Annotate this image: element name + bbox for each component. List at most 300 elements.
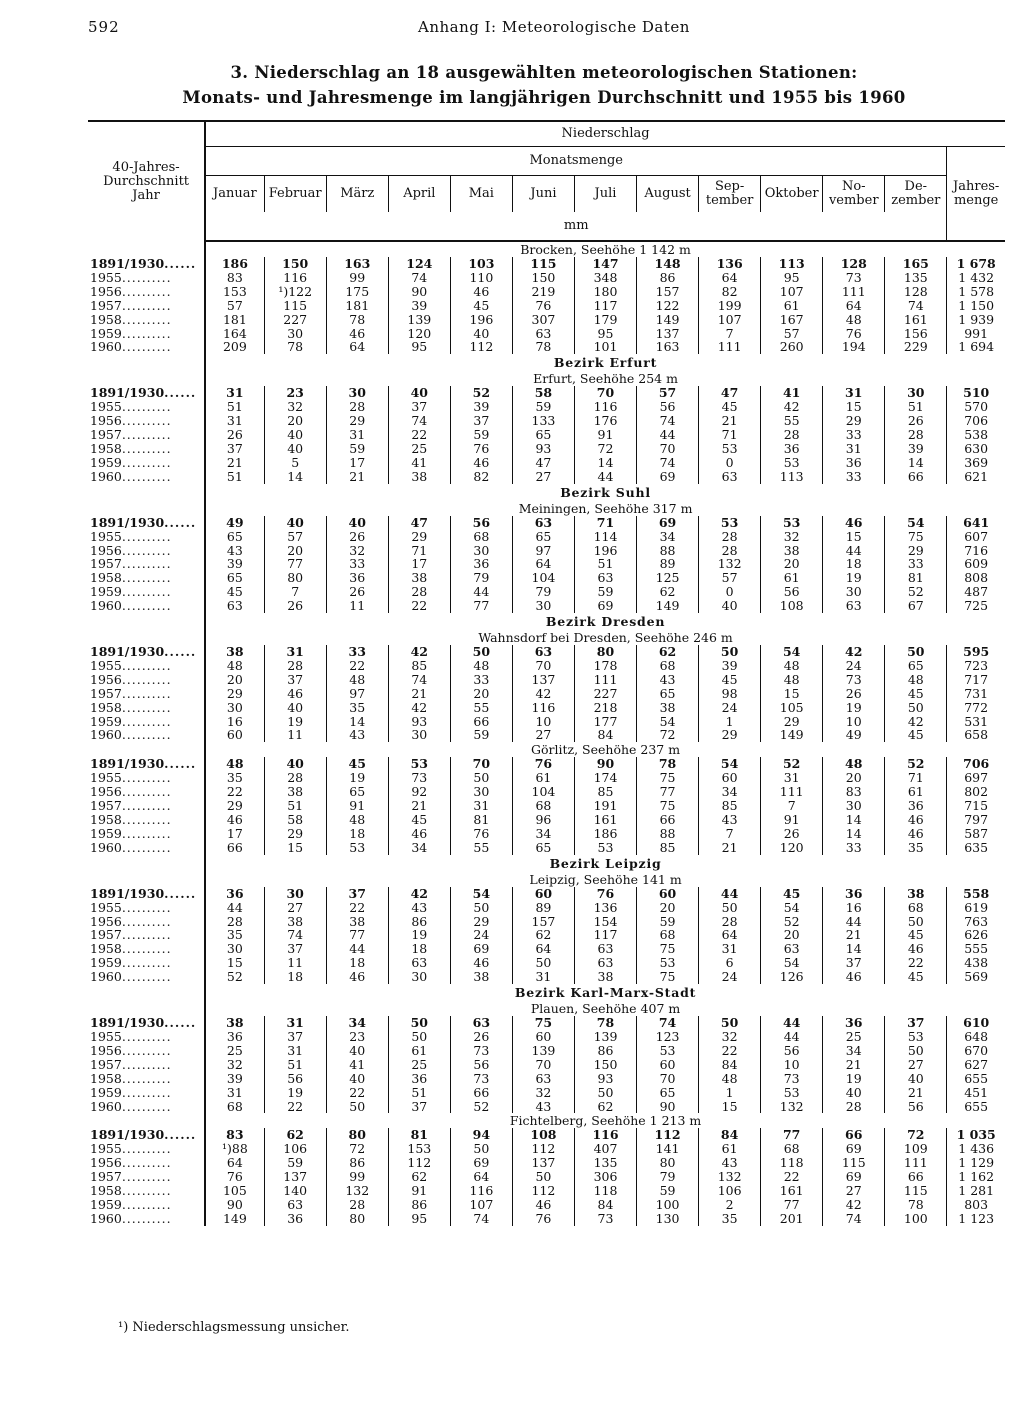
value-cell: 80 — [326, 1128, 388, 1142]
value-cell: 150 — [574, 1058, 636, 1072]
value-cell: 62 — [637, 645, 699, 659]
value-cell: 44 — [574, 470, 636, 484]
value-cell: 0 — [699, 585, 761, 599]
annual-cell: 655 — [947, 1100, 1005, 1114]
value-cell: 90 — [388, 285, 450, 299]
table-row — [88, 887, 1005, 901]
value-cell: 46 — [823, 970, 885, 984]
value-cell: 54 — [699, 757, 761, 771]
value-cell: 42 — [388, 701, 450, 715]
annual-cell: 487 — [947, 585, 1005, 599]
value-cell: 20 — [761, 928, 823, 942]
value-cell: 37 — [226, 440, 243, 456]
value-cell: 21 — [699, 841, 761, 855]
value-cell: 46 — [226, 812, 243, 827]
value-cell: 70 — [512, 659, 574, 673]
table-row — [88, 530, 1005, 544]
value-cell: 76 — [574, 887, 636, 901]
year-label: 1891/1930 — [90, 644, 165, 660]
table-header — [88, 121, 1005, 241]
year-label: 1891/1930 — [90, 756, 165, 772]
value-cell: 61 — [512, 771, 574, 785]
year-label: 1891/1930 — [90, 1127, 165, 1143]
value-cell: 111 — [574, 673, 636, 687]
value-cell: 307 — [512, 313, 574, 327]
value-cell: 20 — [264, 414, 326, 428]
annual-cell: 1 035 — [947, 1128, 1005, 1142]
value-cell: 86 — [388, 1198, 450, 1212]
value-cell: 50 — [450, 645, 512, 659]
value-cell: 70 — [637, 1072, 699, 1086]
value-cell: 18 — [326, 827, 388, 841]
value-cell: 85 — [637, 841, 699, 855]
value-cell: 37 — [388, 1100, 450, 1114]
value-cell: 31 — [761, 771, 823, 785]
value-cell: 22 — [699, 1044, 761, 1058]
value-cell: 88 — [637, 544, 699, 558]
leader-dots: .......... — [121, 1169, 172, 1185]
value-cell: 53 — [574, 841, 636, 855]
month-header-line: August — [644, 186, 691, 201]
value-cell: 70 — [637, 442, 699, 456]
year-cell — [88, 970, 205, 984]
value-cell: 37 — [388, 400, 450, 414]
value-cell: 55 — [450, 701, 512, 715]
value-cell: 139 — [512, 1044, 574, 1058]
value-cell: 44 — [450, 585, 512, 599]
value-cell: 51 — [226, 399, 243, 415]
table-row — [88, 942, 1005, 956]
table-row — [88, 1030, 1005, 1044]
value-cell: 148 — [637, 257, 699, 271]
value-cell: 61 — [388, 1044, 450, 1058]
value-cell: 40 — [823, 1086, 885, 1100]
value-cell: 35 — [885, 841, 947, 855]
value-cell: 29 — [388, 530, 450, 544]
value-cell: 108 — [512, 1128, 574, 1142]
year-label: 1960 — [90, 839, 122, 855]
value-cell: 47 — [512, 456, 574, 470]
bezirk-label: Bezirk Karl-Marx-Stadt — [514, 985, 697, 1001]
year-label: 1958 — [90, 311, 122, 327]
value-cell: 227 — [264, 313, 326, 327]
value-cell: 38 — [637, 701, 699, 715]
leader-dots: .......... — [121, 657, 172, 673]
table-row — [88, 285, 1005, 299]
value-cell: 64 — [450, 1170, 512, 1184]
value-cell: 43 — [699, 813, 761, 827]
value-cell: 20 — [264, 544, 326, 558]
value-cell: 133 — [512, 414, 574, 428]
value-cell: 94 — [450, 1128, 512, 1142]
station-row — [88, 1001, 1005, 1016]
annual-cell: 706 — [947, 414, 1005, 428]
empty-cell — [88, 613, 205, 630]
value-cell: 53 — [761, 516, 823, 530]
value-cell: 70 — [512, 1058, 574, 1072]
value-cell: 68 — [512, 799, 574, 813]
value-cell: 139 — [574, 1030, 636, 1044]
value-cell: 77 — [761, 1198, 823, 1212]
year-label: 1957 — [90, 927, 122, 943]
month-header — [699, 176, 761, 213]
table-row — [88, 571, 1005, 585]
annual-cell: 797 — [947, 813, 1005, 827]
value-cell: 71 — [885, 771, 947, 785]
year-label: 1959 — [90, 713, 122, 729]
annual-cell: 706 — [947, 757, 1005, 771]
value-cell: 43 — [637, 673, 699, 687]
value-cell: 52 — [885, 585, 947, 599]
value-cell: 100 — [637, 1198, 699, 1212]
value-cell: 19 — [388, 928, 450, 942]
year-label: 1955 — [90, 528, 122, 544]
value-cell: 136 — [574, 901, 636, 915]
value-cell: 92 — [388, 785, 450, 799]
value-cell: 50 — [699, 901, 761, 915]
year-cell — [88, 799, 205, 813]
annual-cell: 641 — [947, 516, 1005, 530]
value-cell: 37 — [823, 956, 885, 970]
value-cell: 28 — [264, 659, 326, 673]
value-cell: 7 — [761, 799, 823, 813]
value-cell: 84 — [699, 1058, 761, 1072]
jahresmenge-line-2: menge — [953, 192, 999, 208]
value-cell: 49 — [823, 728, 885, 742]
value-cell: 56 — [264, 1072, 326, 1086]
year-cell — [88, 1030, 205, 1044]
value-cell: 45 — [699, 673, 761, 687]
value-cell: 69 — [823, 1142, 885, 1156]
annual-cell: 1 123 — [947, 1212, 1005, 1226]
value-cell: 16 — [226, 713, 243, 729]
value-cell: 37 — [885, 1016, 947, 1030]
value-cell: 76 — [512, 299, 574, 313]
value-cell: 186 — [221, 256, 248, 271]
year-label: 1956 — [90, 413, 122, 429]
value-cell: 56 — [761, 585, 823, 599]
value-cell: ¹)88 — [221, 1141, 248, 1157]
value-cell: 28 — [699, 915, 761, 929]
value-cell: 61 — [699, 1142, 761, 1156]
value-cell: 65 — [326, 785, 388, 799]
table-row — [88, 1170, 1005, 1184]
value-cell: 50 — [450, 1142, 512, 1156]
table-row — [88, 470, 1005, 484]
value-cell: 60 — [699, 771, 761, 785]
annual-cell: 1 162 — [947, 1170, 1005, 1184]
value-cell: 209 — [222, 339, 247, 355]
value-cell: 95 — [761, 271, 823, 285]
year-cell — [88, 771, 205, 785]
value-cell: 60 — [226, 727, 243, 743]
value-cell: 105 — [761, 701, 823, 715]
value-cell: 73 — [574, 1212, 636, 1226]
value-cell: 37 — [450, 414, 512, 428]
value-cell: 1 — [699, 715, 761, 729]
value-cell: 26 — [326, 585, 388, 599]
table-row — [88, 1016, 1005, 1030]
table-row — [88, 715, 1005, 729]
annual-cell: 808 — [947, 571, 1005, 585]
leader-dots: .......... — [121, 1070, 172, 1086]
value-cell: 33 — [823, 428, 885, 442]
leader-dots: .......... — [121, 269, 172, 285]
value-cell: 30 — [264, 327, 326, 341]
value-cell: 66 — [226, 839, 243, 855]
empty-cell — [88, 1113, 205, 1128]
value-cell: 116 — [512, 701, 574, 715]
value-cell: 89 — [637, 557, 699, 571]
value-cell: 116 — [450, 1184, 512, 1198]
year-label: 1957 — [90, 1056, 122, 1072]
value-cell: 130 — [637, 1212, 699, 1226]
leader-dots: .......... — [121, 427, 172, 443]
value-cell: 59 — [574, 585, 636, 599]
value-cell: 11 — [264, 728, 326, 742]
value-cell: 21 — [823, 1058, 885, 1072]
year-cell — [88, 827, 205, 841]
value-cell: 65 — [885, 659, 947, 673]
table-row — [88, 456, 1005, 470]
value-cell: 25 — [823, 1030, 885, 1044]
month-header — [637, 176, 699, 213]
table-row — [88, 257, 1005, 271]
table-row — [88, 299, 1005, 313]
value-cell: 46 — [264, 687, 326, 701]
page-header — [88, 18, 1000, 40]
year-label: 1960 — [90, 598, 122, 614]
value-cell: 167 — [761, 313, 823, 327]
value-cell: 45 — [761, 887, 823, 901]
value-cell: 36 — [823, 456, 885, 470]
bezirk-label: Bezirk Dresden — [545, 614, 666, 630]
value-cell: 126 — [761, 970, 823, 984]
month-header-line: vember — [828, 193, 879, 208]
value-cell: 85 — [388, 659, 450, 673]
table-row — [88, 827, 1005, 841]
annual-cell: 802 — [947, 785, 1005, 799]
year-cell — [88, 1142, 205, 1156]
value-cell: 42 — [823, 645, 885, 659]
value-cell: 33 — [326, 557, 388, 571]
leader-dots: .......... — [121, 713, 172, 729]
value-cell: 29 — [885, 544, 947, 558]
year-cell — [88, 530, 205, 544]
value-cell: 60 — [512, 1030, 574, 1044]
value-cell: 82 — [699, 285, 761, 299]
value-cell: 41 — [761, 386, 823, 400]
value-cell: 14 — [823, 827, 885, 841]
month-header-line: April — [403, 186, 436, 201]
value-cell: 40 — [885, 1072, 947, 1086]
value-cell: 51 — [574, 557, 636, 571]
value-cell: 48 — [226, 756, 244, 772]
year-cell — [88, 813, 205, 827]
value-cell: 63 — [512, 327, 574, 341]
year-label: 1956 — [90, 671, 122, 687]
empty-cell — [88, 371, 205, 386]
value-cell: 11 — [264, 956, 326, 970]
value-cell: 157 — [637, 285, 699, 299]
value-cell: 112 — [637, 1128, 699, 1142]
annual-cell: 697 — [947, 771, 1005, 785]
value-cell: 50 — [885, 915, 947, 929]
value-cell: 84 — [574, 728, 636, 742]
value-cell: 10 — [512, 715, 574, 729]
month-header-line: tember — [705, 193, 754, 208]
value-cell: 111 — [761, 785, 823, 799]
empty-cell — [88, 872, 205, 887]
value-cell: 59 — [637, 915, 699, 929]
value-cell: 46 — [512, 1198, 574, 1212]
value-cell: 29 — [761, 715, 823, 729]
value-cell: 63 — [574, 571, 636, 585]
value-cell: 47 — [388, 516, 450, 530]
value-cell: 115 — [264, 299, 326, 313]
value-cell: 29 — [450, 915, 512, 929]
annual-cell: 369 — [947, 456, 1005, 470]
value-cell: 34 — [388, 841, 450, 855]
value-cell: 31 — [226, 385, 244, 401]
value-cell: 93 — [512, 442, 574, 456]
value-cell: 32 — [512, 1086, 574, 1100]
value-cell: 150 — [264, 257, 326, 271]
leader-dots: .......... — [121, 969, 172, 985]
value-cell: 137 — [512, 673, 574, 687]
annual-cell: 595 — [947, 645, 1005, 659]
annual-cell: 723 — [947, 659, 1005, 673]
value-cell: 132 — [326, 1184, 388, 1198]
annual-cell: 725 — [947, 599, 1005, 613]
leader-dots: .......... — [121, 1196, 172, 1212]
empty-cell — [88, 484, 205, 501]
value-cell: 40 — [264, 428, 326, 442]
value-cell: 63 — [450, 1016, 512, 1030]
value-cell: 2 — [699, 1198, 761, 1212]
value-cell: 63 — [512, 516, 574, 530]
year-label: 1957 — [90, 427, 122, 443]
value-cell: 32 — [226, 1056, 243, 1072]
value-cell: 95 — [574, 327, 636, 341]
month-header-line: Juni — [530, 186, 557, 201]
year-label: 1957 — [90, 685, 122, 701]
value-cell: 69 — [450, 942, 512, 956]
value-cell: 68 — [761, 1142, 823, 1156]
value-cell: 1 — [699, 1086, 761, 1100]
station-row — [88, 742, 1005, 757]
year-label: 1955 — [90, 1028, 122, 1044]
annual-cell: 655 — [947, 1072, 1005, 1086]
annual-cell: 648 — [947, 1030, 1005, 1044]
value-cell: 21 — [388, 687, 450, 701]
value-cell: 17 — [326, 456, 388, 470]
year-cell — [88, 313, 205, 327]
value-cell: 65 — [226, 528, 243, 544]
value-cell: 86 — [574, 1044, 636, 1058]
value-cell: 29 — [823, 414, 885, 428]
value-cell: 63 — [388, 956, 450, 970]
table-row — [88, 757, 1005, 771]
station-row — [88, 872, 1005, 887]
year-label: 1955 — [90, 399, 122, 415]
value-cell: 50 — [388, 1030, 450, 1044]
value-cell: 68 — [885, 901, 947, 915]
month-header-line: Sep- — [714, 179, 745, 194]
value-cell: 77 — [761, 1128, 823, 1142]
value-cell: 36 — [388, 1072, 450, 1086]
value-cell: 107 — [699, 313, 761, 327]
value-cell: 51 — [388, 1086, 450, 1100]
value-cell: 50 — [574, 1086, 636, 1100]
value-cell: 26 — [226, 427, 243, 443]
year-cell — [88, 340, 205, 354]
leader-dots: ...... — [164, 1015, 197, 1031]
value-cell: 74 — [885, 299, 947, 313]
value-cell: 53 — [637, 1044, 699, 1058]
value-cell: 69 — [574, 599, 636, 613]
value-cell: 28 — [326, 1198, 388, 1212]
value-cell: 136 — [699, 257, 761, 271]
annual-cell: 569 — [947, 970, 1005, 984]
value-cell: 89 — [512, 901, 574, 915]
value-cell: 38 — [574, 970, 636, 984]
value-cell: 26 — [326, 530, 388, 544]
value-cell: 20 — [450, 687, 512, 701]
value-cell: 29 — [226, 798, 243, 814]
value-cell: 36 — [885, 799, 947, 813]
value-cell: 115 — [512, 257, 574, 271]
year-cell — [88, 456, 205, 470]
value-cell: 107 — [450, 1198, 512, 1212]
value-cell: 96 — [512, 813, 574, 827]
annual-cell: 991 — [947, 327, 1005, 341]
year-cell — [88, 470, 205, 484]
value-cell: 63 — [761, 942, 823, 956]
value-cell: 21 — [326, 470, 388, 484]
annual-cell: 1 436 — [947, 1142, 1005, 1156]
value-cell: 407 — [574, 1142, 636, 1156]
annual-cell: 570 — [947, 400, 1005, 414]
leader-dots: .......... — [121, 927, 172, 943]
value-cell: 123 — [637, 1030, 699, 1044]
value-cell: 71 — [699, 428, 761, 442]
value-cell: 31 — [226, 413, 243, 429]
leader-dots: .......... — [121, 325, 172, 341]
value-cell: 218 — [574, 701, 636, 715]
leader-dots: .......... — [121, 1210, 172, 1226]
value-cell: 22 — [885, 956, 947, 970]
year-cell — [88, 544, 205, 558]
value-cell: 43 — [699, 1156, 761, 1170]
value-cell: 229 — [885, 340, 947, 354]
station-row — [88, 241, 1005, 257]
value-cell: 27 — [512, 470, 574, 484]
value-cell: 83 — [226, 1127, 244, 1143]
value-cell: 38 — [885, 887, 947, 901]
value-cell: 157 — [512, 915, 574, 929]
value-cell: 52 — [761, 757, 823, 771]
value-cell: 26 — [761, 827, 823, 841]
value-cell: 53 — [699, 516, 761, 530]
value-cell: 74 — [823, 1212, 885, 1226]
value-cell: 118 — [761, 1156, 823, 1170]
value-cell: 24 — [450, 928, 512, 942]
value-cell: 39 — [699, 659, 761, 673]
value-cell: 34 — [699, 785, 761, 799]
value-cell: 70 — [450, 757, 512, 771]
value-cell: 39 — [226, 556, 243, 572]
